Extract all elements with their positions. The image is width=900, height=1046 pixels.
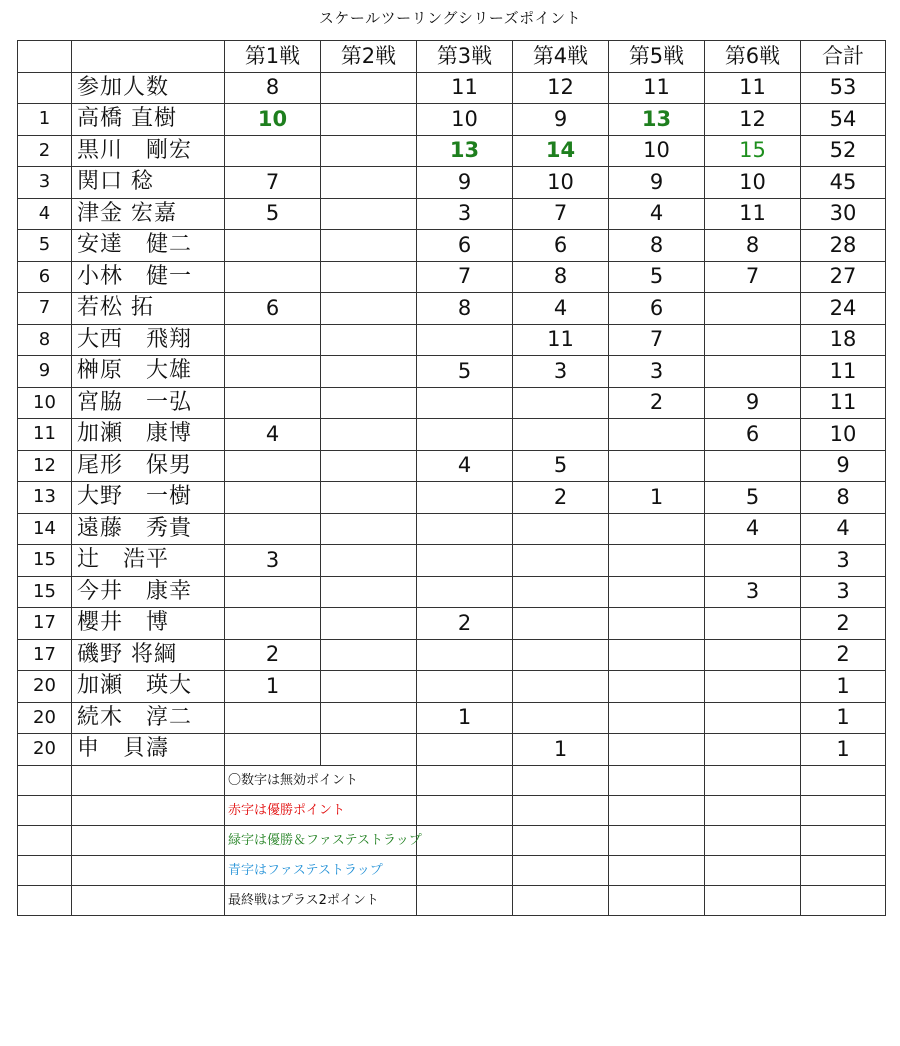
race-cell: 9 xyxy=(705,387,801,419)
legend-note: 緑字は優勝＆ファステストラップ xyxy=(225,825,321,855)
rank-cell: 17 xyxy=(18,639,72,671)
total-cell: 45 xyxy=(801,167,886,199)
race-cell: 7 xyxy=(417,261,513,293)
race-cell xyxy=(513,576,609,608)
total-cell: 11 xyxy=(801,356,886,388)
race-cell xyxy=(705,450,801,482)
rank-cell: 9 xyxy=(18,356,72,388)
race-cell xyxy=(225,230,321,262)
driver-name: 宮脇 一弘 xyxy=(72,387,225,419)
race-cell xyxy=(609,513,705,545)
race-cell xyxy=(225,513,321,545)
race-cell xyxy=(321,576,417,608)
table-row xyxy=(18,513,886,545)
participants-row xyxy=(18,72,886,104)
race-cell: 3 xyxy=(513,356,609,388)
header-cell: 第2戦 xyxy=(321,41,417,73)
race-cell: 3 xyxy=(609,356,705,388)
rank-cell: 10 xyxy=(18,387,72,419)
total-cell: 3 xyxy=(801,576,886,608)
empty-cell xyxy=(705,765,801,795)
table-row xyxy=(18,450,886,482)
rank-cell xyxy=(18,72,72,104)
race-cell xyxy=(609,671,705,703)
race-cell: 11 xyxy=(417,72,513,104)
race-cell: 1 xyxy=(513,734,609,766)
total-cell: 8 xyxy=(801,482,886,514)
race-cell xyxy=(417,513,513,545)
driver-name: 申 貝濤 xyxy=(72,734,225,766)
race-cell: 2 xyxy=(513,482,609,514)
table-row xyxy=(18,198,886,230)
table-row xyxy=(18,230,886,262)
race-cell xyxy=(513,639,609,671)
race-cell xyxy=(705,356,801,388)
header-cell: 第4戦 xyxy=(513,41,609,73)
table-row xyxy=(18,671,886,703)
empty-cell xyxy=(72,855,225,885)
race-cell: 5 xyxy=(417,356,513,388)
legend-note: 最終戦はプラス2ポイント xyxy=(225,885,321,915)
race-cell xyxy=(705,293,801,325)
rank-cell: 7 xyxy=(18,293,72,325)
driver-name: 津金 宏嘉 xyxy=(72,198,225,230)
empty-cell xyxy=(18,885,72,915)
rank-cell: 14 xyxy=(18,513,72,545)
driver-name: 続木 淳二 xyxy=(72,702,225,734)
race-cell: 2 xyxy=(609,387,705,419)
race-cell: 7 xyxy=(705,261,801,293)
empty-cell xyxy=(513,765,609,795)
race-cell: 5 xyxy=(609,261,705,293)
race-cell: 6 xyxy=(513,230,609,262)
race-cell xyxy=(321,608,417,640)
table-row xyxy=(18,356,886,388)
race-cell xyxy=(513,513,609,545)
race-cell: 2 xyxy=(417,608,513,640)
driver-name: 安達 健二 xyxy=(72,230,225,262)
table-row xyxy=(18,639,886,671)
driver-name: 遠藤 秀貴 xyxy=(72,513,225,545)
race-cell xyxy=(321,293,417,325)
total-cell: 1 xyxy=(801,734,886,766)
race-cell xyxy=(321,639,417,671)
rank-cell: 12 xyxy=(18,450,72,482)
header-cell: 第6戦 xyxy=(705,41,801,73)
race-cell: 7 xyxy=(609,324,705,356)
empty-cell xyxy=(513,855,609,885)
race-cell xyxy=(321,419,417,451)
race-cell: 7 xyxy=(513,198,609,230)
race-cell xyxy=(417,639,513,671)
race-cell xyxy=(225,135,321,167)
table-row xyxy=(18,482,886,514)
total-cell: 18 xyxy=(801,324,886,356)
race-cell: 9 xyxy=(609,167,705,199)
race-cell: 4 xyxy=(417,450,513,482)
rank-cell: 6 xyxy=(18,261,72,293)
legend-note: 赤字は優勝ポイント xyxy=(225,795,321,825)
empty-cell xyxy=(801,855,886,885)
empty-cell xyxy=(513,795,609,825)
total-cell: 10 xyxy=(801,419,886,451)
race-cell xyxy=(513,387,609,419)
driver-name: 大野 一樹 xyxy=(72,482,225,514)
header-row xyxy=(18,41,886,73)
table-row xyxy=(18,419,886,451)
legend-row xyxy=(18,885,886,915)
rank-cell: 20 xyxy=(18,702,72,734)
race-cell: 6 xyxy=(417,230,513,262)
table-row xyxy=(18,261,886,293)
race-cell: 6 xyxy=(225,293,321,325)
empty-cell xyxy=(801,765,886,795)
race-cell xyxy=(513,545,609,577)
empty-cell xyxy=(18,855,72,885)
race-cell: 5 xyxy=(513,450,609,482)
race-cell xyxy=(225,608,321,640)
total-cell: 2 xyxy=(801,639,886,671)
empty-cell xyxy=(513,885,609,915)
race-cell: 8 xyxy=(417,293,513,325)
driver-name: 櫻井 博 xyxy=(72,608,225,640)
table-row xyxy=(18,702,886,734)
total-cell: 53 xyxy=(801,72,886,104)
rank-cell: 17 xyxy=(18,608,72,640)
legend-note: 青字はファステストラップ xyxy=(225,855,321,885)
rank-cell: 3 xyxy=(18,167,72,199)
race-cell: 4 xyxy=(225,419,321,451)
race-cell: 14 xyxy=(513,135,609,167)
table-row xyxy=(18,293,886,325)
driver-name: 高橋 直樹 xyxy=(72,104,225,136)
race-cell xyxy=(417,734,513,766)
race-cell xyxy=(609,639,705,671)
race-cell: 5 xyxy=(705,482,801,514)
empty-cell xyxy=(705,855,801,885)
rank-cell: 4 xyxy=(18,198,72,230)
driver-name: 大西 飛翔 xyxy=(72,324,225,356)
race-cell xyxy=(609,734,705,766)
race-cell: 15 xyxy=(705,135,801,167)
race-cell xyxy=(321,387,417,419)
header-cell xyxy=(18,41,72,73)
race-cell xyxy=(417,324,513,356)
race-cell: 10 xyxy=(225,104,321,136)
race-cell xyxy=(417,419,513,451)
race-cell xyxy=(513,608,609,640)
race-cell: 1 xyxy=(225,671,321,703)
race-cell xyxy=(705,702,801,734)
total-cell: 27 xyxy=(801,261,886,293)
empty-cell xyxy=(417,885,513,915)
race-cell: 8 xyxy=(513,261,609,293)
race-cell xyxy=(705,639,801,671)
race-cell xyxy=(417,482,513,514)
table-row xyxy=(18,135,886,167)
race-cell: 3 xyxy=(417,198,513,230)
participants-label: 参加人数 xyxy=(72,72,225,104)
empty-cell xyxy=(609,855,705,885)
race-cell xyxy=(225,356,321,388)
driver-name: 黒川 剛宏 xyxy=(72,135,225,167)
race-cell xyxy=(417,545,513,577)
total-cell: 52 xyxy=(801,135,886,167)
legend-row xyxy=(18,825,886,855)
race-cell xyxy=(321,198,417,230)
race-cell xyxy=(321,513,417,545)
race-cell xyxy=(321,450,417,482)
rank-cell: 1 xyxy=(18,104,72,136)
race-cell xyxy=(225,482,321,514)
race-cell xyxy=(513,419,609,451)
race-cell xyxy=(417,671,513,703)
empty-cell xyxy=(72,825,225,855)
race-cell xyxy=(321,734,417,766)
empty-cell xyxy=(72,885,225,915)
driver-name: 辻 浩平 xyxy=(72,545,225,577)
empty-cell xyxy=(801,825,886,855)
race-cell xyxy=(417,387,513,419)
total-cell: 54 xyxy=(801,104,886,136)
empty-cell xyxy=(705,795,801,825)
empty-cell xyxy=(72,795,225,825)
empty-cell xyxy=(705,825,801,855)
race-cell: 3 xyxy=(225,545,321,577)
race-cell: 9 xyxy=(417,167,513,199)
race-cell: 4 xyxy=(609,198,705,230)
rank-cell: 20 xyxy=(18,734,72,766)
empty-cell xyxy=(18,795,72,825)
race-cell xyxy=(225,734,321,766)
empty-cell xyxy=(705,885,801,915)
race-cell: 8 xyxy=(705,230,801,262)
race-cell: 10 xyxy=(705,167,801,199)
driver-name: 小林 健一 xyxy=(72,261,225,293)
race-cell: 13 xyxy=(609,104,705,136)
table-row xyxy=(18,576,886,608)
race-cell: 11 xyxy=(705,72,801,104)
race-cell xyxy=(609,576,705,608)
race-cell: 9 xyxy=(513,104,609,136)
race-cell xyxy=(513,702,609,734)
race-cell: 8 xyxy=(609,230,705,262)
header-cell: 第5戦 xyxy=(609,41,705,73)
empty-cell xyxy=(72,765,225,795)
header-cell: 第3戦 xyxy=(417,41,513,73)
race-cell: 1 xyxy=(609,482,705,514)
empty-cell xyxy=(801,795,886,825)
race-cell xyxy=(705,608,801,640)
table-row xyxy=(18,734,886,766)
race-cell xyxy=(321,356,417,388)
table-row xyxy=(18,545,886,577)
total-cell: 1 xyxy=(801,671,886,703)
rank-cell: 20 xyxy=(18,671,72,703)
empty-cell xyxy=(18,765,72,795)
rank-cell: 15 xyxy=(18,576,72,608)
race-cell: 3 xyxy=(705,576,801,608)
total-cell: 24 xyxy=(801,293,886,325)
header-cell: 合計 xyxy=(801,41,886,73)
empty-cell xyxy=(609,765,705,795)
table-row xyxy=(18,104,886,136)
total-cell: 11 xyxy=(801,387,886,419)
race-cell xyxy=(321,230,417,262)
legend-row xyxy=(18,795,886,825)
race-cell xyxy=(225,450,321,482)
race-cell: 12 xyxy=(705,104,801,136)
table-row xyxy=(18,324,886,356)
race-cell xyxy=(609,608,705,640)
race-cell xyxy=(705,545,801,577)
race-cell: 8 xyxy=(225,72,321,104)
total-cell: 1 xyxy=(801,702,886,734)
empty-cell xyxy=(801,885,886,915)
race-cell: 11 xyxy=(513,324,609,356)
race-cell xyxy=(321,324,417,356)
race-cell: 11 xyxy=(609,72,705,104)
race-cell xyxy=(321,671,417,703)
race-cell xyxy=(513,671,609,703)
empty-cell xyxy=(513,825,609,855)
race-cell: 10 xyxy=(417,104,513,136)
empty-cell xyxy=(609,825,705,855)
race-cell xyxy=(609,419,705,451)
race-cell: 7 xyxy=(225,167,321,199)
total-cell: 28 xyxy=(801,230,886,262)
rank-cell: 8 xyxy=(18,324,72,356)
table-row xyxy=(18,608,886,640)
total-cell: 30 xyxy=(801,198,886,230)
race-cell: 6 xyxy=(705,419,801,451)
empty-cell xyxy=(609,885,705,915)
race-cell xyxy=(225,702,321,734)
race-cell xyxy=(705,734,801,766)
rank-cell: 15 xyxy=(18,545,72,577)
race-cell: 13 xyxy=(417,135,513,167)
empty-cell xyxy=(417,825,513,855)
legend-row xyxy=(18,765,886,795)
race-cell xyxy=(705,324,801,356)
empty-cell xyxy=(417,855,513,885)
race-cell xyxy=(609,702,705,734)
race-cell: 4 xyxy=(705,513,801,545)
race-cell xyxy=(225,576,321,608)
driver-name: 今井 康幸 xyxy=(72,576,225,608)
header-cell xyxy=(72,41,225,73)
race-cell: 12 xyxy=(513,72,609,104)
rank-cell: 5 xyxy=(18,230,72,262)
race-cell: 2 xyxy=(225,639,321,671)
total-cell: 4 xyxy=(801,513,886,545)
race-cell xyxy=(321,104,417,136)
legend-note: 〇数字は無効ポイント xyxy=(225,765,321,795)
driver-name: 加瀬 瑛大 xyxy=(72,671,225,703)
driver-name: 若松 拓 xyxy=(72,293,225,325)
race-cell xyxy=(321,135,417,167)
race-cell xyxy=(321,167,417,199)
race-cell xyxy=(705,671,801,703)
race-cell xyxy=(225,261,321,293)
race-cell: 10 xyxy=(513,167,609,199)
points-table xyxy=(17,40,886,916)
race-cell xyxy=(225,324,321,356)
race-cell xyxy=(321,261,417,293)
race-cell xyxy=(417,576,513,608)
table-row xyxy=(18,167,886,199)
empty-cell xyxy=(417,795,513,825)
page-title: スケールツーリングシリーズポイント xyxy=(318,9,582,27)
empty-cell xyxy=(417,765,513,795)
header-cell: 第1戦 xyxy=(225,41,321,73)
race-cell: 10 xyxy=(609,135,705,167)
race-cell: 4 xyxy=(513,293,609,325)
driver-name: 榊原 大雄 xyxy=(72,356,225,388)
race-cell: 11 xyxy=(705,198,801,230)
driver-name: 加瀬 康博 xyxy=(72,419,225,451)
race-cell xyxy=(225,387,321,419)
total-cell: 3 xyxy=(801,545,886,577)
driver-name: 磯野 将綱 xyxy=(72,639,225,671)
race-cell xyxy=(321,702,417,734)
race-cell: 1 xyxy=(417,702,513,734)
race-cell xyxy=(321,72,417,104)
race-cell: 5 xyxy=(225,198,321,230)
rank-cell: 13 xyxy=(18,482,72,514)
rank-cell: 2 xyxy=(18,135,72,167)
race-cell xyxy=(321,545,417,577)
empty-cell xyxy=(609,795,705,825)
rank-cell: 11 xyxy=(18,419,72,451)
table-row xyxy=(18,387,886,419)
total-cell: 2 xyxy=(801,608,886,640)
race-cell xyxy=(609,450,705,482)
empty-cell xyxy=(18,825,72,855)
race-cell: 6 xyxy=(609,293,705,325)
driver-name: 関口 稔 xyxy=(72,167,225,199)
race-cell xyxy=(609,545,705,577)
total-cell: 9 xyxy=(801,450,886,482)
legend-row xyxy=(18,855,886,885)
race-cell xyxy=(321,482,417,514)
driver-name: 尾形 保男 xyxy=(72,450,225,482)
